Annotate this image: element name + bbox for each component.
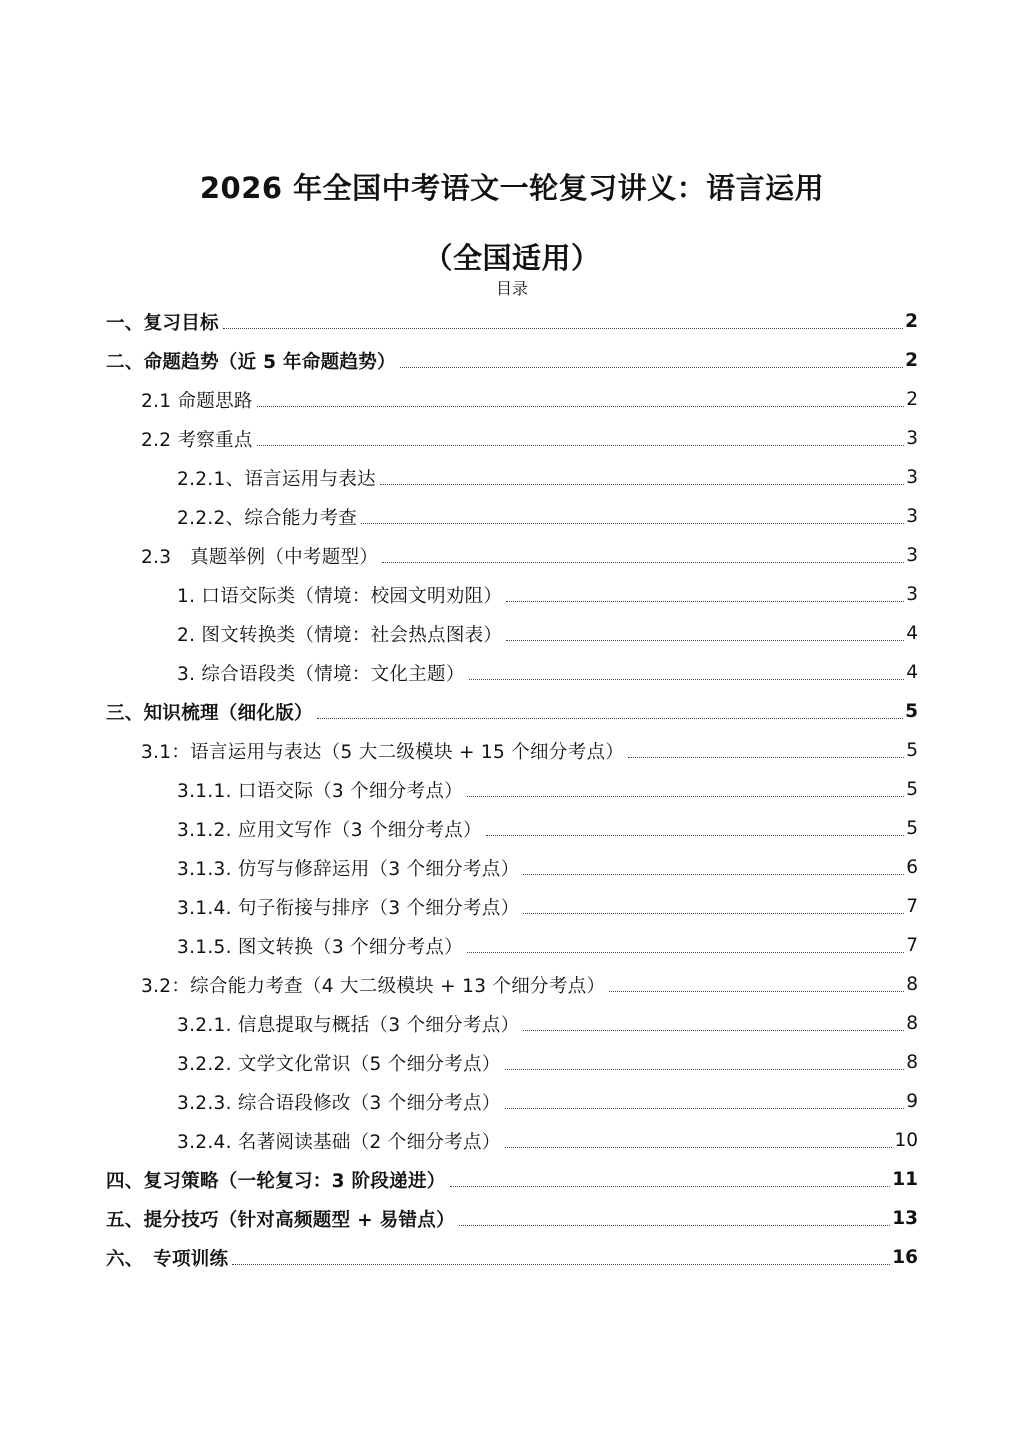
toc-entry[interactable] [177, 770, 918, 809]
toc-page-number: 8 [906, 1052, 918, 1073]
toc-page-number: 5 [906, 779, 918, 800]
toc-entry-label: 3. 综合语段类（情境：文化主题） [177, 663, 465, 685]
toc-entry-label: 3.2.2. 文学文化常识（5 个细分考点） [177, 1053, 501, 1075]
toc-page-number: 3 [906, 545, 918, 566]
toc-page-number: 3 [906, 584, 918, 605]
toc-entry[interactable] [106, 341, 918, 380]
toc-entry[interactable] [106, 1160, 918, 1199]
toc-entry-label: 2.2 考察重点 [141, 429, 253, 451]
toc-entry-label: 五、提分技巧（针对高频题型 + 易错点） [106, 1209, 455, 1231]
toc-entry-label: 2.3 真题举例（中考题型） [141, 546, 379, 568]
toc-dot-leader [467, 796, 904, 797]
toc-page-number: 4 [906, 662, 918, 683]
toc-dot-leader [523, 874, 904, 875]
toc-page-number: 2 [905, 350, 918, 371]
toc-page-number: 13 [892, 1208, 918, 1229]
toc-page-number: 5 [906, 818, 918, 839]
toc-entry-label: 3.2.3. 综合语段修改（3 个细分考点） [177, 1092, 501, 1114]
toc-heading: 目录 [495, 279, 528, 298]
toc-entry[interactable] [141, 536, 918, 575]
toc-dot-leader [223, 328, 903, 329]
toc-entry-label: 二、命题趋势（近 5 年命题趋势） [106, 351, 396, 373]
toc-entry[interactable] [177, 575, 918, 614]
toc-page-number: 6 [906, 857, 918, 878]
toc-dot-leader [506, 601, 904, 602]
toc-entry[interactable] [141, 380, 918, 419]
toc-page-number: 8 [906, 974, 918, 995]
toc-page-number: 3 [906, 506, 918, 527]
toc-entry[interactable] [177, 497, 918, 536]
toc-entry-label: 3.1.1. 口语交际（3 个细分考点） [177, 780, 463, 802]
toc-dot-leader [505, 1069, 905, 1070]
toc-entry[interactable] [177, 653, 918, 692]
toc-entry-label: 3.1.3. 仿写与修辞运用（3 个细分考点） [177, 858, 520, 880]
toc-entry-label: 3.1.4. 句子衔接与排序（3 个细分考点） [177, 897, 520, 919]
toc-entry-label: 3.2：综合能力考查（4 大二级模块 + 13 个细分考点） [141, 975, 606, 997]
toc-page-number: 11 [892, 1169, 918, 1190]
toc-entry[interactable] [177, 887, 918, 926]
toc-dot-leader [523, 913, 904, 914]
toc-entry[interactable] [141, 419, 918, 458]
toc-dot-leader [400, 367, 903, 368]
toc-dot-leader [609, 991, 904, 992]
toc-page-number: 2 [905, 311, 918, 332]
toc-entry[interactable] [177, 1082, 918, 1121]
toc-page-number: 8 [906, 1013, 918, 1034]
toc-entry[interactable] [106, 1199, 918, 1238]
toc-dot-leader [317, 718, 903, 719]
toc-page-number: 7 [906, 935, 918, 956]
toc-dot-leader [232, 1264, 890, 1265]
toc-page-number: 16 [892, 1247, 918, 1268]
toc-entry[interactable] [177, 1043, 918, 1082]
toc-page-number: 3 [906, 428, 918, 449]
toc-dot-leader [628, 757, 904, 758]
toc-entry[interactable] [141, 731, 918, 770]
toc-entry[interactable] [177, 848, 918, 887]
toc-page-number: 7 [906, 896, 918, 917]
toc-entry[interactable] [106, 692, 918, 731]
toc-dot-leader [505, 1108, 905, 1109]
document-subtitle: （全国适用） [423, 241, 601, 275]
toc-entry[interactable] [177, 809, 918, 848]
toc-dot-leader [257, 445, 905, 446]
toc-entry-label: 三、知识梳理（细化版） [106, 702, 313, 724]
toc-entry-label: 3.1.5. 图文转换（3 个细分考点） [177, 936, 463, 958]
toc-page-number: 4 [906, 623, 918, 644]
toc-entry-label: 2.1 命题思路 [141, 390, 253, 412]
toc-dot-leader [506, 640, 904, 641]
toc-entry[interactable] [177, 926, 918, 965]
toc-entry-label: 3.2.4. 名著阅读基础（2 个细分考点） [177, 1131, 501, 1153]
toc-entry[interactable] [106, 302, 918, 341]
toc-entry-label: 2.2.1、语言运用与表达 [177, 468, 376, 490]
toc-entry-label: 3.1.2. 应用文写作（3 个细分考点） [177, 819, 482, 841]
toc-dot-leader [505, 1147, 893, 1148]
toc-page-number: 9 [906, 1091, 918, 1112]
toc-entry-label: 3.2.1. 信息提取与概括（3 个细分考点） [177, 1014, 520, 1036]
toc-entry[interactable] [141, 965, 918, 1004]
toc-page-number: 5 [906, 740, 918, 761]
toc-entry-label: 3.1：语言运用与表达（5 大二级模块 + 15 个细分考点） [141, 741, 625, 763]
toc-page-number: 10 [894, 1130, 918, 1151]
toc-dot-leader [467, 952, 904, 953]
toc-entry[interactable] [106, 1238, 918, 1277]
toc-entry-label: 一、复习目标 [106, 312, 219, 334]
toc-page-number: 5 [905, 701, 918, 722]
toc-entry[interactable] [177, 614, 918, 653]
toc-entry[interactable] [177, 1004, 918, 1043]
toc-entry-label: 六、 专项训练 [106, 1248, 229, 1270]
toc-dot-leader [382, 562, 904, 563]
toc-entry[interactable] [177, 458, 918, 497]
toc-dot-leader [469, 679, 905, 680]
toc-entry-label: 四、复习策略（一轮复习：3 阶段递进） [106, 1170, 446, 1192]
toc-entry[interactable] [177, 1121, 918, 1160]
toc-dot-leader [361, 523, 904, 524]
toc-dot-leader [450, 1186, 891, 1187]
toc-dot-leader [257, 406, 905, 407]
toc-entry-label: 1. 口语交际类（情境：校园文明劝阻） [177, 585, 503, 607]
toc-dot-leader [380, 484, 904, 485]
toc-page-number: 2 [906, 389, 918, 410]
toc-dot-leader [523, 1030, 904, 1031]
toc-page-number: 3 [906, 467, 918, 488]
toc-entry-label: 2. 图文转换类（情境：社会热点图表） [177, 624, 503, 646]
document-title: 2026 年全国中考语文一轮复习讲义：语言运用 [199, 171, 825, 205]
toc-dot-leader [486, 835, 904, 836]
toc-dot-leader [459, 1225, 890, 1226]
toc-entry-label: 2.2.2、综合能力考查 [177, 507, 358, 529]
